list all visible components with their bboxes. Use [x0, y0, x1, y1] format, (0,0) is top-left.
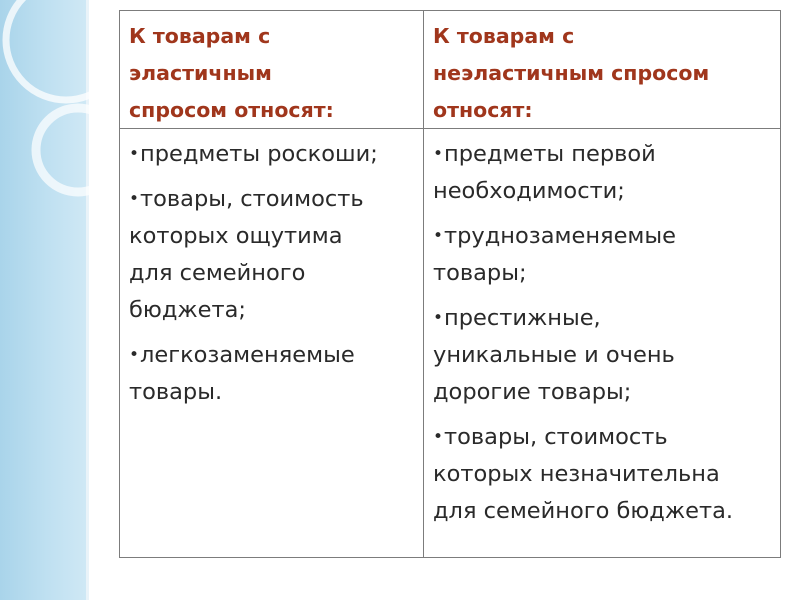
header-line: К товарам с: [129, 24, 271, 48]
item-line: [433, 218, 772, 255]
item-text: легкозаменяемые: [140, 342, 355, 368]
header-line: эластичным: [129, 61, 272, 85]
list-item: [129, 181, 415, 329]
item-text: предметы первой: [444, 141, 656, 167]
bullet-icon: •: [129, 144, 140, 164]
list-item: [129, 337, 415, 411]
item-text: товары, стоимость: [444, 424, 668, 450]
list-item: [433, 300, 772, 411]
item-line: товары;: [433, 260, 527, 286]
list-item: [433, 419, 772, 530]
item-line: [129, 136, 415, 173]
item-line: дорогие товары;: [433, 379, 632, 405]
elastic-goods-list: [120, 129, 424, 557]
list-item: [129, 136, 415, 173]
item-line: [433, 136, 772, 173]
decorative-rings: [0, 0, 120, 240]
decorative-ring-large: [6, 0, 120, 100]
bullet-icon: •: [129, 189, 140, 209]
item-line: [433, 300, 772, 337]
bullet-icon: •: [433, 144, 444, 164]
decorative-ring-small: [36, 108, 120, 192]
item-text: труднозаменяемые: [444, 223, 677, 249]
item-line: уникальные и очень: [433, 342, 675, 368]
list-item: [433, 136, 772, 210]
bullet-icon: •: [433, 226, 444, 246]
bullet-icon: •: [433, 427, 444, 447]
header-line: спросом относят:: [129, 98, 334, 122]
item-line: товары.: [129, 379, 223, 405]
comparison-table: [119, 10, 781, 558]
list-item: [433, 218, 772, 292]
item-line: которых ощутима: [129, 223, 343, 249]
item-text: престижные,: [444, 305, 601, 331]
item-text: предметы роскоши;: [140, 141, 378, 167]
header-line: К товарам с: [433, 24, 575, 48]
item-line: [433, 419, 772, 456]
item-line: бюджета;: [129, 297, 246, 323]
item-line: для семейного бюджета.: [433, 498, 734, 524]
item-line: необходимости;: [433, 178, 625, 204]
header-elastic: [120, 11, 424, 129]
item-line: которых незначительна: [433, 461, 720, 487]
bullet-icon: •: [129, 345, 140, 365]
item-line: [129, 181, 415, 218]
bullet-icon: •: [433, 308, 444, 328]
header-inelastic: [424, 11, 780, 129]
item-text: товары, стоимость: [140, 186, 364, 212]
header-line: неэластичным спросом: [433, 61, 710, 85]
item-line: для семейного: [129, 260, 306, 286]
header-line: относят:: [433, 98, 533, 122]
inelastic-goods-list: [424, 129, 780, 557]
item-line: [129, 337, 415, 374]
